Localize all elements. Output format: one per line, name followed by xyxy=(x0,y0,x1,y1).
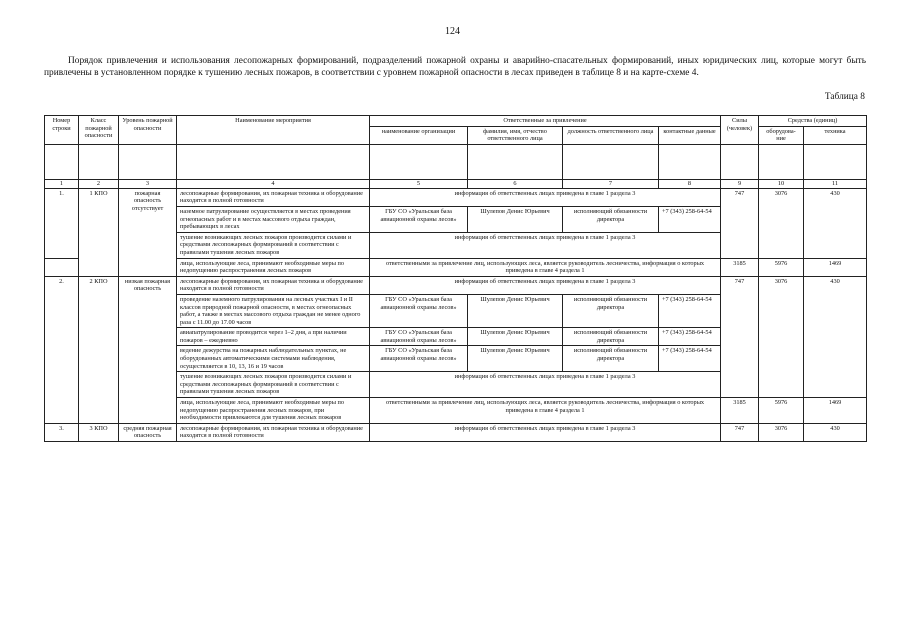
org-cell: ГБУ СО «Уральская база авиационной охраны лесов» xyxy=(370,294,468,327)
name-cell: Шулепов Денис Юрьевич xyxy=(468,328,563,346)
position-cell: исполняющий обязанности директора xyxy=(563,294,659,327)
measure-cell: тушение возникающих лесных пожаров производится силами и средствами лесопожарных формирований в соответствии с правилами тушения лесных пожаров xyxy=(177,372,370,398)
position-cell: исполняющий обязанности директора xyxy=(563,346,659,372)
measure-cell: ведение дежурства на пожарных наблюдательных пунктах, не оборудованных автоматическими системами наблюдения, осуществляется в 10, 13, 16 и 19 часов xyxy=(177,346,370,372)
measure-cell: проведение наземного патрулирования на лесных участках I и II классов природной пожарной опасности, в местах огнеопасных работ, а также в местах массового отдыха граждан не менее одного раза с 11.00 до 17.00 часов xyxy=(177,294,370,327)
table-header-row xyxy=(45,116,867,127)
row-number-cell xyxy=(45,258,79,276)
org-cell: ГБУ СО «Уральская база авиационной охраны лесов» xyxy=(370,346,468,372)
table-caption: Таблица 8 xyxy=(824,92,865,102)
column-number: 5 xyxy=(370,179,468,188)
fire-resources-table xyxy=(44,115,867,442)
header-resp-position: должность ответственного лица xyxy=(563,126,659,144)
technics-cell: 1469 xyxy=(804,258,867,276)
responsible-merged-cell: информация об ответственных лицах приведена в главе 1 раздела 3 xyxy=(370,372,721,398)
table-row xyxy=(45,188,867,206)
forces-cell: 747 xyxy=(721,188,759,258)
forces-cell: 747 xyxy=(721,276,759,397)
column-number: 8 xyxy=(659,179,721,188)
class-cell: 2 КПО xyxy=(79,276,119,423)
equipment-cell: 3076 xyxy=(759,188,804,258)
measure-cell: лесопожарные формирования, их пожарная техника и оборудование находятся в полной готовности xyxy=(177,423,370,441)
technics-cell: 430 xyxy=(804,276,867,397)
page-number: 124 xyxy=(445,26,460,37)
column-number: 3 xyxy=(119,179,177,188)
column-number: 7 xyxy=(563,179,659,188)
header-forces: Силы (человек) xyxy=(721,116,759,145)
header-resp-org: наименование организации xyxy=(370,126,468,144)
header-resp-name: фамилия, имя, отчество ответственного лица xyxy=(468,126,563,144)
responsible-merged-cell: информация об ответственных лицах приведена в главе 1 раздела 3 xyxy=(370,423,721,441)
row-number-cell: 1. xyxy=(45,188,79,258)
equipment-cell: 5976 xyxy=(759,258,804,276)
org-cell: ГБУ СО «Уральская база авиационной охраны лесов» xyxy=(370,206,468,232)
header-measure: Наименование мероприятия xyxy=(177,116,370,145)
intro-paragraph: Порядок привлечения и использования лесопожарных формирований, подразделений пожарной охраны и аварийно-спасательных формирований, иных юридических лиц, которые могут быть привлечены в установленном порядке к тушению лесных пожаров, в соответствии с уровнем пожарной опасности в лесах приведен в таблице 8 и на карте-схеме 4. xyxy=(44,56,866,78)
column-number: 9 xyxy=(721,179,759,188)
column-number: 4 xyxy=(177,179,370,188)
position-cell: исполняющий обязанности директора xyxy=(563,206,659,232)
header-means: Средства (единиц) xyxy=(759,116,867,127)
measure-cell: лица, использующие леса, принимают необходимые меры по недопущению распространения лесных пожаров xyxy=(177,258,370,276)
equipment-cell: 3076 xyxy=(759,276,804,397)
forces-cell: 3185 xyxy=(721,398,759,424)
level-cell: пожарная опасность отсутствует xyxy=(119,188,177,276)
forces-cell: 3185 xyxy=(721,258,759,276)
measure-cell: лица, использующие леса, принимают необходимые меры по недопущению распространения лесных пожаров, при необходимости привлекаются для тушения лесных пожаров xyxy=(177,398,370,424)
measure-cell: тушение возникающих лесных пожаров производится силами и средствами лесопожарных формирований в соответствии с правилами тушения лесных пожаров xyxy=(177,232,370,258)
column-number: 1 xyxy=(45,179,79,188)
header-resp-contacts: контактные данные xyxy=(659,126,721,144)
name-cell: Шулепов Денис Юрьевич xyxy=(468,206,563,232)
measure-cell: наземное патрулирование осуществляется в местах проведения огнеопасных работ и в местах массового отдыха граждан, пребывающих в лесах xyxy=(177,206,370,232)
contacts-cell: +7 (343) 258-64-54 xyxy=(659,328,721,346)
header-responsible: Ответственные за привлечение xyxy=(370,116,721,127)
class-cell: 3 КПО xyxy=(79,423,119,441)
technics-cell: 1469 xyxy=(804,398,867,424)
level-cell: низкая пожарная опасность xyxy=(119,276,177,423)
table-row xyxy=(45,276,867,294)
position-cell: исполняющий обязанности директора xyxy=(563,328,659,346)
column-number: 10 xyxy=(759,179,804,188)
header-row-number: Номер строки xyxy=(45,116,79,145)
equipment-cell: 3076 xyxy=(759,423,804,441)
contacts-cell: +7 (343) 258-64-54 xyxy=(659,294,721,327)
equipment-cell: 5976 xyxy=(759,398,804,424)
column-number-row xyxy=(45,179,867,188)
technics-cell: 430 xyxy=(804,423,867,441)
measure-cell: авиапатрулирование проводится через 1–2 дня, а при наличии пожаров – ежедневно xyxy=(177,328,370,346)
row-number-cell: 2. xyxy=(45,276,79,423)
org-cell: ГБУ СО «Уральская база авиационной охраны лесов» xyxy=(370,328,468,346)
contacts-cell: +7 (343) 258-64-54 xyxy=(659,206,721,232)
header-spacer-row xyxy=(45,144,867,179)
name-cell: Шулепов Денис Юрьевич xyxy=(468,346,563,372)
forces-cell: 747 xyxy=(721,423,759,441)
responsible-merged-cell: ответственными за привлечение лиц, использующих леса, является руководитель лесничества, информация о которых приведена в главе 4 раздела 1 xyxy=(370,258,721,276)
class-cell: 1 КПО xyxy=(79,188,119,276)
column-number: 6 xyxy=(468,179,563,188)
responsible-merged-cell: ответственными за привлечение лиц, использующих леса, является руководитель лесничества, информация о которых приведена в главе 4 раздела 1 xyxy=(370,398,721,424)
header-technics: техника xyxy=(804,126,867,144)
contacts-cell: +7 (343) 258-64-54 xyxy=(659,346,721,372)
measure-cell: лесопожарные формирования, их пожарная техника и оборудование находятся в полной готовности xyxy=(177,188,370,206)
table-row xyxy=(45,423,867,441)
name-cell: Шулепов Денис Юрьевич xyxy=(468,294,563,327)
level-cell: средняя пожарная опасность xyxy=(119,423,177,441)
header-class: Класс пожарной опасности xyxy=(79,116,119,145)
technics-cell: 430 xyxy=(804,188,867,258)
responsible-merged-cell: информация об ответственных лицах приведена в главе 1 раздела 3 xyxy=(370,188,721,206)
header-equipment: оборудова-ние xyxy=(759,126,804,144)
responsible-merged-cell: информация об ответственных лицах приведена в главе 1 раздела 3 xyxy=(370,232,721,258)
column-number: 11 xyxy=(804,179,867,188)
measure-cell: лесопожарные формирования, их пожарная техника и оборудование находятся в полной готовности xyxy=(177,276,370,294)
responsible-merged-cell: информация об ответственных лицах приведена в главе 1 раздела 3 xyxy=(370,276,721,294)
header-level: Уровень пожарной опасности xyxy=(119,116,177,145)
column-number: 2 xyxy=(79,179,119,188)
row-number-cell: 3. xyxy=(45,423,79,441)
